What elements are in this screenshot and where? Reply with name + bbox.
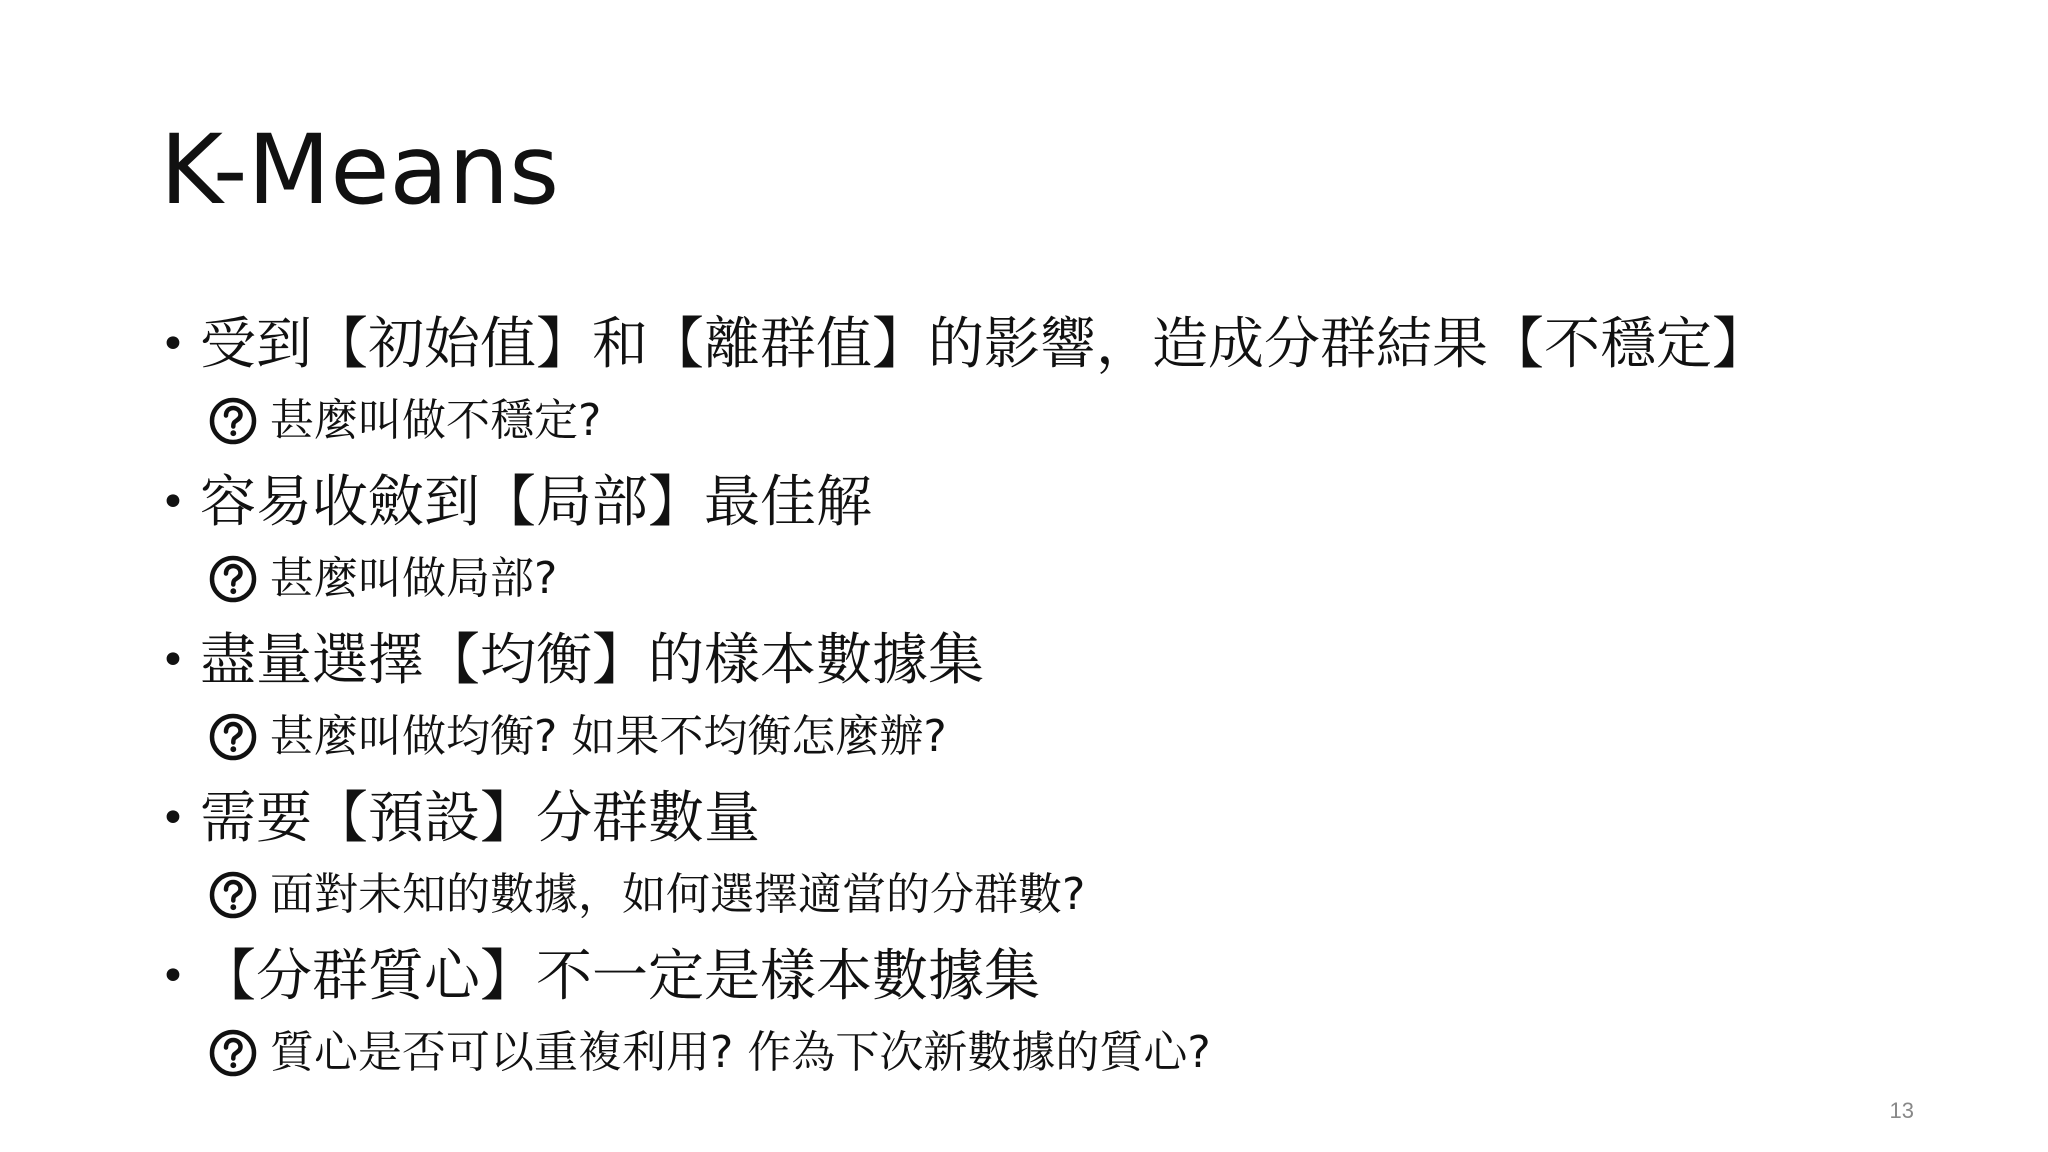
question-text: 質心是否可以重複利用? 作為下次新數據的質心? bbox=[270, 1027, 1211, 1078]
question-line bbox=[160, 1022, 1920, 1084]
slide-title: K-Means bbox=[160, 114, 560, 226]
bullet-line bbox=[160, 300, 1920, 390]
question-circle-icon bbox=[208, 1028, 258, 1078]
bullet-marker: • bbox=[160, 951, 186, 1002]
bullet-line bbox=[160, 616, 1920, 706]
list-item bbox=[160, 616, 1920, 768]
bullet-text: 盡量選擇【均衡】的樣本數據集 bbox=[200, 628, 984, 693]
bullet-marker: • bbox=[160, 635, 186, 686]
question-circle-icon bbox=[208, 712, 258, 762]
question-circle-icon bbox=[208, 554, 258, 604]
bullet-text: 【分群質心】不一定是樣本數據集 bbox=[200, 944, 1040, 1009]
bullet-text: 容易收斂到【局部】最佳解 bbox=[200, 470, 872, 535]
bullet-list bbox=[160, 300, 1920, 1090]
question-text: 甚麼叫做局部? bbox=[270, 553, 558, 604]
question-text: 面對未知的數據，如何選擇適當的分群數? bbox=[270, 869, 1086, 920]
list-item bbox=[160, 932, 1920, 1084]
list-item bbox=[160, 458, 1920, 610]
bullet-text: 受到【初始值】和【離群值】的影響，造成分群結果【不穩定】 bbox=[200, 312, 1768, 377]
bullet-marker: • bbox=[160, 793, 186, 844]
bullet-line bbox=[160, 458, 1920, 548]
question-circle-icon bbox=[208, 870, 258, 920]
question-line bbox=[160, 706, 1920, 768]
bullet-line bbox=[160, 774, 1920, 864]
question-text: 甚麼叫做不穩定? bbox=[270, 395, 602, 446]
question-line bbox=[160, 390, 1920, 452]
bullet-line bbox=[160, 932, 1920, 1022]
list-item bbox=[160, 774, 1920, 926]
question-circle-icon bbox=[208, 396, 258, 446]
question-text: 甚麼叫做均衡? 如果不均衡怎麼辦? bbox=[270, 711, 947, 762]
list-item bbox=[160, 300, 1920, 452]
question-line bbox=[160, 864, 1920, 926]
bullet-marker: • bbox=[160, 477, 186, 528]
bullet-marker: • bbox=[160, 319, 186, 370]
page-number: 13 bbox=[1889, 1098, 1914, 1123]
question-line bbox=[160, 548, 1920, 610]
bullet-text: 需要【預設】分群數量 bbox=[200, 786, 760, 851]
